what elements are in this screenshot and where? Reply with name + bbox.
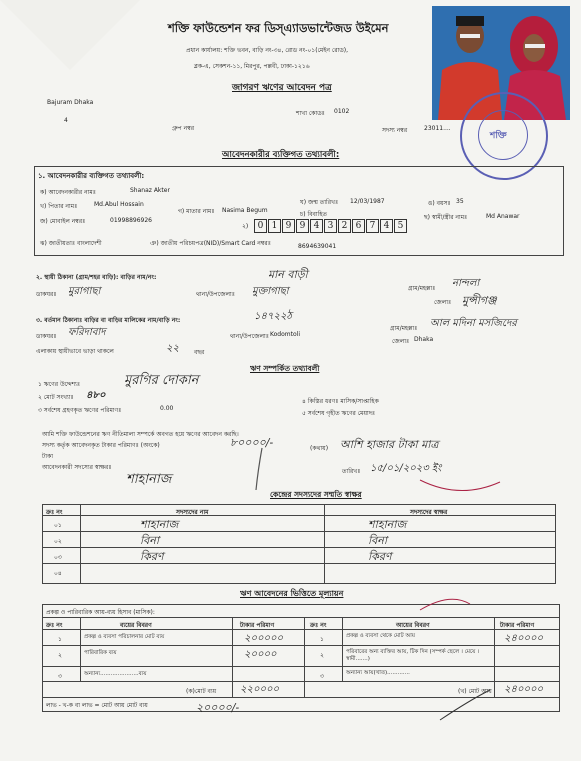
nid-value: 8694639041 bbox=[298, 243, 337, 250]
nid-label: ঞ) জাতীয় পরিচয়পত্র(NID)/Smart Card নম্বরঃ bbox=[150, 240, 271, 247]
assess-row-sl2: ১ bbox=[320, 636, 324, 643]
perm-village-handwritten: নান্দলা bbox=[452, 278, 480, 289]
nid-digit-box: 4 bbox=[310, 219, 323, 233]
assess-row-income-amount: ২৪০০০০ bbox=[504, 633, 543, 644]
residence-duration-handwritten: ২২ bbox=[166, 343, 180, 354]
personal-heading: ১. আবেদনকারীর ব্যক্তিগত তথ্যাবলী: bbox=[38, 172, 145, 180]
branch-code-value: 0102 bbox=[334, 108, 350, 115]
spouse-label: ছ) স্বামী/স্ত্রীর নামঃ bbox=[424, 214, 468, 221]
mobile-label: জ) মোবাইল নম্বরঃ bbox=[40, 218, 86, 225]
curr-village-handwritten: আল মদিনা মসজিদের bbox=[430, 318, 517, 329]
spouse-value: Md Anawar bbox=[486, 213, 520, 220]
assess-row-sl: ১ bbox=[58, 636, 62, 643]
assess-col-amount: টাকার পরিমাণ bbox=[240, 622, 275, 629]
loan-amount-label: ২ মোট সংখ্যাঃ bbox=[38, 394, 74, 401]
nid-box-prefix: ২) bbox=[242, 223, 249, 230]
loan-info-heading: ঋণ সম্পর্কিত তথ্যাবলী bbox=[250, 364, 320, 373]
last-loan-term-label: ৫ সর্বশেষ গৃহীত ঋণের মেয়াদঃ bbox=[302, 410, 376, 417]
dob-label: ঘ) জন্ম তারিখঃ bbox=[300, 199, 339, 206]
consent-row-name: বিনা bbox=[140, 534, 160, 547]
mobile-value: 01998896926 bbox=[110, 217, 152, 224]
office-address-line2: ব্লক-এ, সেকশন-১১, মিরপুর, পল্লবী, ঢাকা-১২১৬ bbox=[194, 63, 310, 70]
applicant-signature-label: আবেদনকারী সদস্যের স্বাক্ষরঃ bbox=[42, 464, 112, 471]
profit-label: লাভ - খ-ক বা লাভ = মোট আয় মোট ব্যয় bbox=[46, 702, 148, 709]
curr-thana-value: Kodomtoli bbox=[270, 331, 300, 338]
assess-col-amount2: টাকার পরিমাণ bbox=[500, 622, 535, 629]
assess-row-expense-amount: ২০০০০০ bbox=[244, 633, 284, 644]
declaration-date-handwritten: ১৫/০১/২০২৩ ইং bbox=[370, 463, 442, 474]
name-label: ক) আবেদনকারীর নামঃ bbox=[40, 189, 96, 196]
father-label: খ) পিতার নামঃ bbox=[40, 203, 78, 210]
nid-digit-box: 3 bbox=[324, 219, 337, 233]
assess-row-expense: অন্যান্য......................ব্যয় bbox=[84, 671, 147, 677]
perm-postoffice-label: ডাকঘরঃ bbox=[36, 291, 57, 298]
declaration-line1: আমি শক্তি ফাউন্ডেশনের ঋণ নীতিমালা সম্পর্কে অবগত হয়ে ঋণের আবেদন করছি। bbox=[42, 431, 239, 438]
branch-fragment: 4 bbox=[64, 117, 68, 124]
declaration-date-label: তারিখঃ bbox=[342, 468, 361, 475]
residence-duration-label: এলাকায় স্থায়ীভাবে ভাড়া থাকলে bbox=[36, 348, 114, 355]
nid-digit-box: 1 bbox=[268, 219, 281, 233]
nid-digit-box: 4 bbox=[380, 219, 393, 233]
office-address-line1: প্রধান কার্যালয়: শক্তি ভবন, বাড়ি নং-৩৪, রোড নং-০১(মেইন রোড), bbox=[186, 47, 349, 54]
mother-value: Nasima Begum bbox=[222, 207, 268, 214]
consent-row-name: কিরণ bbox=[140, 550, 164, 563]
assess-row-sl: ৩ bbox=[58, 673, 62, 680]
perm-district-label: জেলাঃ bbox=[434, 299, 452, 306]
group-no-label: গ্রুপ নম্বর bbox=[172, 125, 195, 132]
nid-digit-box: 9 bbox=[296, 219, 309, 233]
assessment-subheading: প্রকল্প ও পারিবারিক আয়-ব্যয় হিসাব (মাসিক): bbox=[46, 609, 155, 616]
perm-village-label: গ্রাম/মহল্লাঃ bbox=[408, 285, 436, 292]
assess-col-sl: ক্রঃ নং bbox=[46, 622, 63, 629]
perm-thana-handwritten: মুক্তাগাছা bbox=[252, 286, 289, 297]
loan-purpose-handwritten: মুরগির দোকান bbox=[124, 373, 199, 388]
curr-district-value: Dhaka bbox=[414, 336, 434, 343]
perm-thana-label: থানা/উপজেলাঃ bbox=[196, 291, 235, 298]
dob-value: 12/03/1987 bbox=[350, 198, 385, 205]
consent-row-sl: ০১ bbox=[54, 522, 62, 529]
declaration-taka: টাকা bbox=[42, 453, 53, 460]
current-address-heading: ৩. বর্তমান ঠিকানাঃ বাড়ির বা বাড়ির মালিকের নাম/বাড়ি নং: bbox=[36, 317, 181, 324]
curr-postoffice-handwritten: ফরিদাবাদ bbox=[68, 327, 106, 338]
curr-house-handwritten: ১৪৭২২ঠ bbox=[254, 311, 292, 322]
declaration-amount-handwritten: ৮০০০০/- bbox=[230, 436, 274, 449]
nid-digit-box: 7 bbox=[366, 219, 379, 233]
assess-row-sl: ২ bbox=[58, 652, 62, 659]
branch-name: Bajuram Dhaka bbox=[47, 99, 94, 106]
assessment-heading: ঋণ আবেদনের ভিত্তিতে মূল্যায়ন bbox=[240, 589, 344, 598]
name-value: Shanaz Akter bbox=[130, 187, 170, 194]
age-label: ঙ) বয়সঃ bbox=[428, 200, 451, 207]
assess-row-expense: প্রকল্প ও ব্যবসা পরিচালনার মোট ব্যয় bbox=[84, 634, 165, 640]
assess-row-income: প্রকল্প ও ব্যবসা থেকে মোট আয় bbox=[346, 633, 415, 639]
assess-row-sl2: ২ bbox=[320, 652, 324, 659]
loan-purpose-label: ১ ঋণের উদ্দেশ্যঃ bbox=[38, 381, 81, 388]
assess-row-income: পরিবারের অন্য ব্যক্তির আয়, টিক দিন (সম্পর্ক ছেলে । মেয়ে । স্বামী.......) bbox=[346, 649, 480, 662]
consent-row-sl: ০৩ bbox=[54, 554, 62, 561]
org-name: শক্তি ফাউন্ডেশন ফর ডিস্‌এ্যাডভান্টেজড উইমেন bbox=[168, 21, 389, 35]
member-no-value: 23011.... bbox=[424, 125, 451, 132]
nid-digit-box: 9 bbox=[282, 219, 295, 233]
last-received-amount-value: 0.00 bbox=[160, 405, 174, 412]
marital-status: চ) বিবাহিত bbox=[300, 211, 327, 218]
curr-village-label: গ্রাম/মহল্লাঃ bbox=[390, 325, 418, 332]
consent-col-sign: সদস্যদের স্বাক্ষর bbox=[410, 509, 448, 516]
nid-digit-box: 5 bbox=[394, 219, 407, 233]
consent-row-sl: ০২ bbox=[54, 538, 62, 545]
consent-row-signature: শাহানাজ bbox=[368, 518, 407, 531]
form-title: জাগরণ ঋণের আবেদন পত্র bbox=[232, 83, 332, 93]
nid-digit-box: 0 bbox=[254, 219, 267, 233]
total-income-label: (খ) মোট আয় bbox=[458, 688, 492, 695]
perm-district-handwritten: মুন্সীগঞ্জ bbox=[462, 294, 497, 307]
assess-row-sl2: ৩ bbox=[320, 673, 324, 680]
member-no-label: সদস্য নম্বর bbox=[382, 127, 408, 134]
assess-row-expense-amount: ২০০০০ bbox=[244, 649, 277, 660]
curr-thana-label: থানা/উপজেলাঃ bbox=[230, 333, 269, 340]
declaration-amount-label: সদস্য কর্তৃক আবেদনকৃত টাকার পরিমাণঃ (অংকে) bbox=[42, 442, 160, 449]
loan-amount-handwritten: ৪৮০ bbox=[86, 390, 106, 401]
consent-row-sl: ০৪ bbox=[54, 570, 62, 577]
consent-row-signature: বিনা bbox=[368, 534, 388, 547]
applicant-signature: শাহানাজ bbox=[126, 472, 172, 487]
consent-col-sl: ক্রঃ নং bbox=[46, 509, 63, 516]
perm-postoffice-handwritten: মুরাগাছা bbox=[68, 286, 101, 297]
assess-col-expense: ব্যয়ের বিবরণ bbox=[120, 622, 152, 629]
total-expense-label: (ক)মোট ব্যয় bbox=[186, 688, 217, 695]
last-received-amount-label: ৩ সর্বশেষ গ্রহণকৃত ঋণের পরিমাণঃ bbox=[38, 407, 122, 414]
declaration-inwords-label: (কথায়) bbox=[310, 445, 329, 452]
assess-row-income: অন্যান্য আয়(খাত)............. bbox=[346, 670, 410, 676]
total-expense-handwritten: ২২০০০০ bbox=[240, 684, 280, 695]
assess-col-sl2: ক্রঃ নং bbox=[310, 622, 327, 629]
consent-row-signature: কিরণ bbox=[368, 550, 392, 563]
curr-district-label: জেলাঃ bbox=[392, 338, 410, 345]
total-income-handwritten: ২৪০০০০ bbox=[504, 684, 543, 695]
permanent-address-heading: ২. স্থায়ী ঠিকানা (গ্রাম/শহর বাড়ি): বাড়ির নাম/নং: bbox=[36, 274, 157, 281]
nationality: ঝ) জাতীয়তাঃ বাংলাদেশী bbox=[40, 240, 102, 247]
nid-digit-box: 6 bbox=[352, 219, 365, 233]
nid-digit-box: 2 bbox=[338, 219, 351, 233]
consent-row-name: শাহানাজ bbox=[140, 518, 179, 531]
installment-type-label: ৪ কিস্তির ধরণঃ মাসিক/সাপ্তাহিক bbox=[302, 398, 379, 405]
assess-col-income: আয়ের বিবরণ bbox=[396, 622, 430, 629]
profit-handwritten: ২০০০০/- bbox=[196, 701, 240, 714]
age-value: 35 bbox=[456, 198, 464, 205]
father-value: Md.Abul Hossain bbox=[94, 201, 144, 208]
seal-text: শক্তি bbox=[490, 131, 507, 141]
section-title-applicant: আবেদনকারীর ব্যক্তিগত তথ্যাবলী: bbox=[222, 150, 340, 160]
mother-label: গ) মাতার নামঃ bbox=[178, 208, 215, 215]
assess-row-expense: পারিবারিক ব্যয় bbox=[84, 650, 117, 656]
consent-col-name: সদস্যদের নাম bbox=[176, 509, 209, 516]
member-consent-heading: কেন্দ্রের সদস্যদের সম্মতি স্বাক্ষর bbox=[270, 490, 362, 499]
declaration-inwords-handwritten: আশি হাজার টাকা মাত্র bbox=[340, 438, 439, 451]
curr-postoffice-label: ডাকঘরঃ bbox=[36, 333, 57, 340]
residence-duration-unit: বছর bbox=[194, 349, 205, 356]
branch-code-label: শাখা কোডঃ bbox=[296, 110, 325, 117]
perm-house-handwritten: মান বাড়ী bbox=[268, 268, 308, 281]
